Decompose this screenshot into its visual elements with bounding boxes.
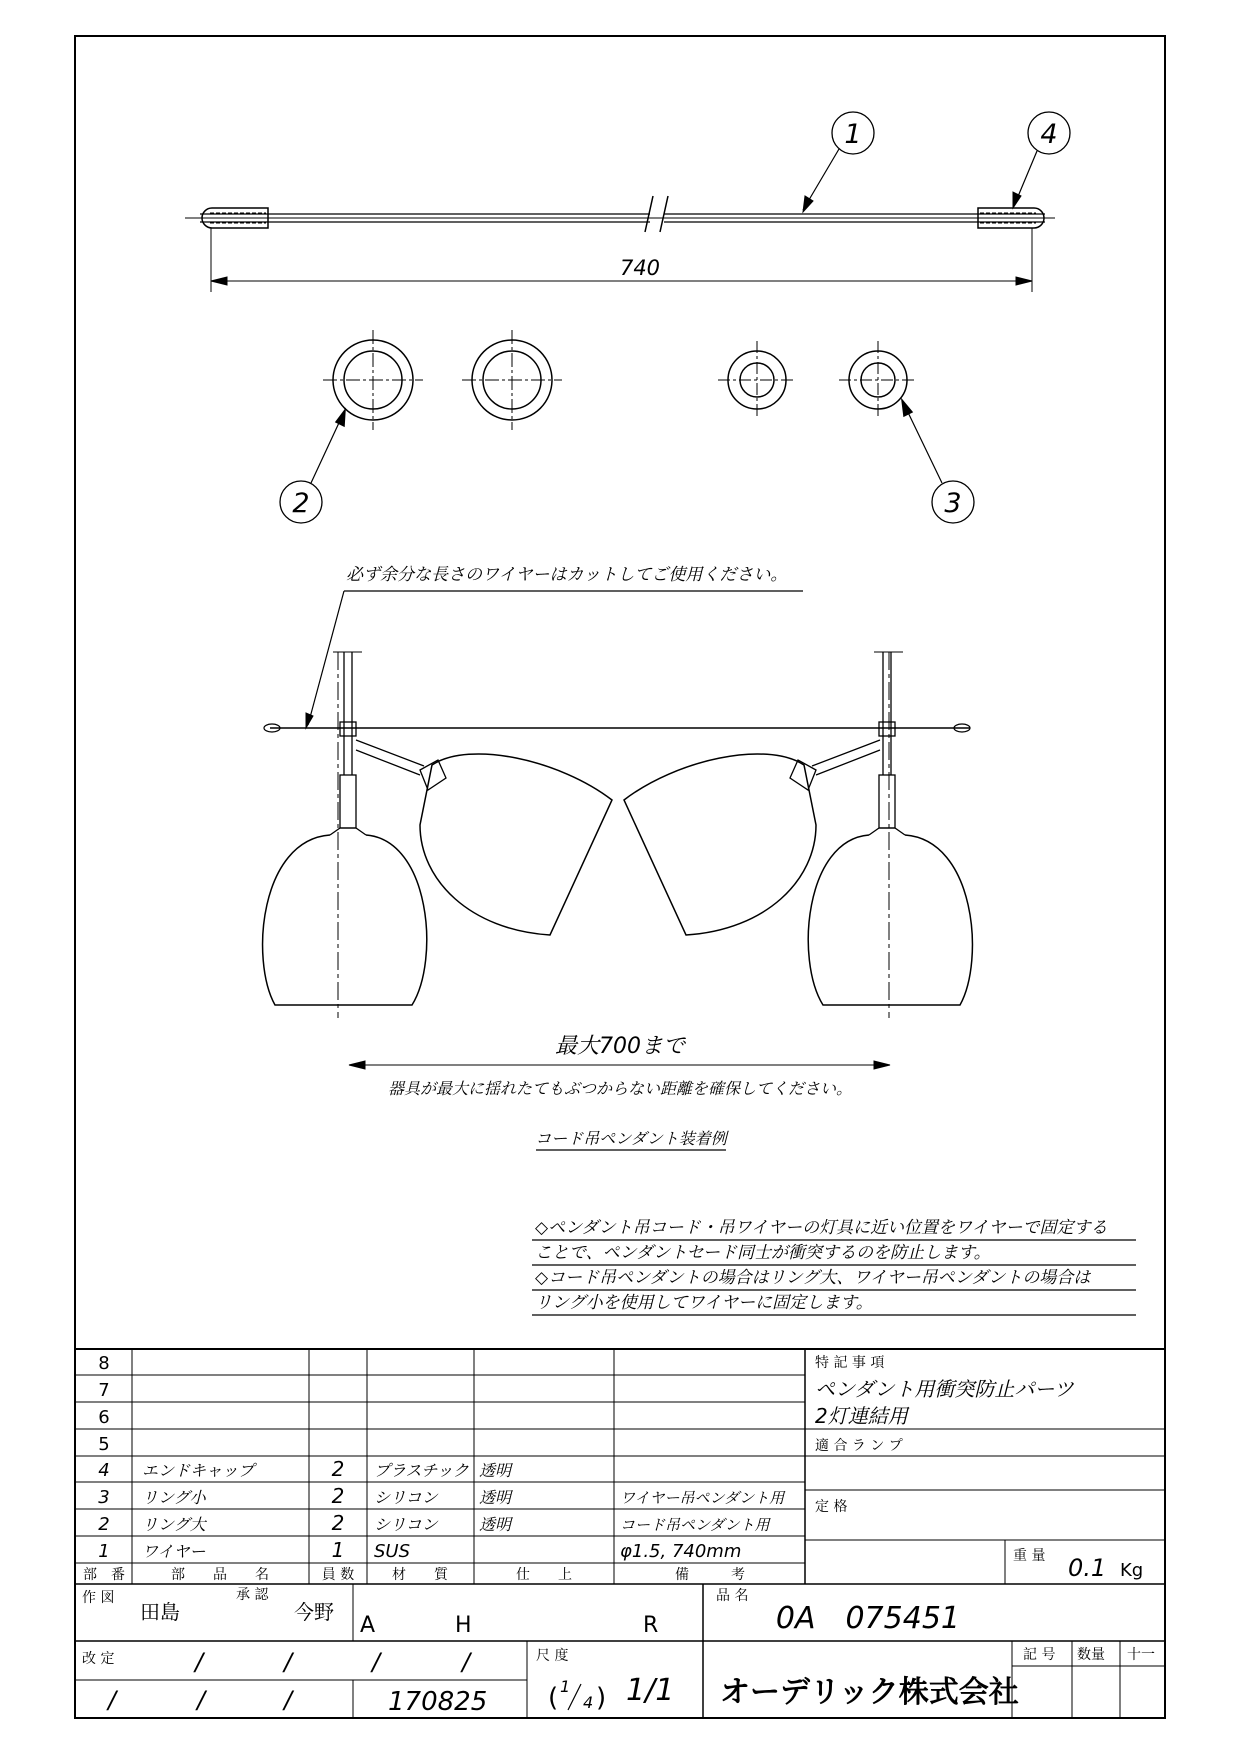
- svg-text:/: /: [108, 1686, 117, 1714]
- scale-paren-close: ): [596, 1683, 607, 1713]
- svg-text:エンドキャップ: エンドキャップ: [142, 1461, 255, 1480]
- usage-notes: [532, 1218, 1136, 1315]
- svg-text:/: /: [284, 1648, 293, 1676]
- special-note-line-2: 2灯連結用: [815, 1404, 908, 1428]
- company-name: オーデリック株式会社: [720, 1675, 1019, 1710]
- scale-paren-open: (: [548, 1683, 559, 1713]
- weight-value: 0.1: [1068, 1554, 1107, 1582]
- svg-text:φ1.5, 740mm: φ1.5, 740mm: [620, 1541, 742, 1562]
- ring-large-left: [323, 330, 423, 430]
- svg-text:2: 2: [331, 1484, 345, 1508]
- scale-numerator: 1: [560, 1677, 571, 1696]
- ring-small-left: [718, 341, 796, 419]
- svg-text:1: 1: [331, 1538, 345, 1562]
- pendant-right: [808, 652, 972, 1018]
- mounting-example-drawing: [263, 591, 973, 1150]
- svg-text:透明: 透明: [479, 1461, 512, 1480]
- quantity-label: 数量: [1077, 1647, 1105, 1663]
- usage-note-line-1: ◇ペンダント吊コード・吊ワイヤーの灯具に近い位置をワイヤーで固定する: [535, 1218, 1108, 1238]
- shade-right: [808, 835, 972, 1005]
- table-row: [98, 1484, 786, 1508]
- svg-text:/: /: [372, 1648, 381, 1676]
- rings-drawing: [280, 330, 974, 523]
- svg-text:ワイヤー: ワイヤー: [142, 1542, 206, 1561]
- svg-text:シリコン: シリコン: [374, 1515, 438, 1534]
- svg-text:/: /: [197, 1686, 206, 1714]
- revision-label: 改 定: [82, 1651, 115, 1667]
- svg-text:SUS: SUS: [374, 1541, 411, 1562]
- product-code: 0A 075451: [775, 1601, 960, 1636]
- svg-text:透明: 透明: [479, 1488, 512, 1507]
- svg-text:員 数: 員 数: [321, 1567, 355, 1583]
- svg-text:2: 2: [331, 1457, 345, 1481]
- callout-1-label: 1: [844, 119, 862, 150]
- distance-note: 器具が最大に揺れたてもぶつからない距離を確保してください。: [387, 1079, 853, 1098]
- svg-text:備 考: 備 考: [675, 1567, 745, 1583]
- table-row: [98, 1457, 514, 1481]
- svg-text:部 品 名: 部 品 名: [171, 1567, 269, 1583]
- parts-table-header: [83, 1566, 745, 1583]
- scale-label: 尺 度: [536, 1648, 569, 1664]
- row-number-6: 6: [98, 1407, 110, 1428]
- wire-cut-note: 必ず余分な長さのワイヤーはカットしてご使用ください。: [346, 565, 788, 585]
- weight-label: 重 量: [1013, 1548, 1046, 1564]
- product-label: 品 名: [716, 1588, 749, 1604]
- row-number-8: 8: [98, 1353, 110, 1374]
- svg-text:部 番: 部 番: [83, 1567, 125, 1583]
- drawn-label: 作 図: [82, 1590, 115, 1606]
- scale-denominator: 4: [583, 1693, 594, 1712]
- revision-h: H: [455, 1613, 472, 1638]
- scale-main: 1/1: [626, 1673, 675, 1708]
- revision-date: 170825: [388, 1687, 488, 1717]
- special-note-line-1: ペンダント用衝突防止パーツ: [815, 1377, 1074, 1401]
- pendant-tilted-right: [624, 740, 880, 935]
- svg-text:3: 3: [98, 1487, 110, 1508]
- table-row: [98, 1538, 741, 1562]
- svg-text:透明: 透明: [479, 1515, 512, 1534]
- usage-note-line-4: リング小を使用してワイヤーに固定します。: [535, 1293, 873, 1313]
- svg-text:4: 4: [98, 1460, 110, 1481]
- svg-text:/: /: [462, 1648, 471, 1676]
- row-number-5: 5: [98, 1434, 110, 1455]
- revision-a: A: [360, 1613, 376, 1638]
- mounting-example-caption: コード吊ペンダント装着例: [535, 1129, 727, 1148]
- approved-label: 承 認: [236, 1587, 269, 1603]
- svg-text:/: /: [195, 1648, 204, 1676]
- revision-r: R: [643, 1613, 659, 1638]
- pendant-left: [263, 652, 427, 1018]
- table-row: [98, 1511, 771, 1535]
- dimension-length-label: 740: [619, 256, 661, 280]
- svg-text:シリコン: シリコン: [374, 1488, 438, 1507]
- usage-note-line-2: ことで、ペンダントセード同士が衝突するのを防止します。: [535, 1243, 991, 1263]
- callout-4-label: 4: [1040, 119, 1058, 150]
- ring-large-right: [462, 330, 562, 430]
- callout-3-label: 3: [944, 488, 962, 519]
- svg-text:材 質: 材 質: [392, 1567, 448, 1583]
- approved-by: 今野: [294, 1600, 334, 1624]
- svg-text:リング大: リング大: [142, 1515, 206, 1534]
- drawn-by: 田島: [140, 1600, 180, 1624]
- shade-left: [263, 835, 427, 1005]
- svg-text:リング小: リング小: [142, 1488, 206, 1507]
- callout-2-label: 2: [292, 488, 310, 519]
- svg-text:/: /: [284, 1686, 293, 1714]
- dimension-max-label: 最大700まで: [555, 1034, 685, 1059]
- svg-text:ワイヤー吊ペンダント用: ワイヤー吊ペンダント用: [620, 1489, 785, 1507]
- svg-text:1: 1: [98, 1541, 110, 1562]
- special-notes-label: 特 記 事 項: [815, 1355, 885, 1371]
- lamp-label: 適 合 ラ ン プ: [815, 1438, 903, 1454]
- weight-unit: Kg: [1120, 1560, 1144, 1581]
- pendant-tilted-left: [356, 740, 612, 935]
- svg-text:コード吊ペンダント用: コード吊ペンダント用: [620, 1516, 770, 1534]
- row-number-7: 7: [98, 1380, 110, 1401]
- wire-cut-leader: [308, 591, 344, 725]
- svg-text:仕 上: 仕 上: [516, 1567, 572, 1583]
- symbol-label: 記 号: [1023, 1647, 1056, 1663]
- svg-text:プラスチック: プラスチック: [374, 1461, 469, 1480]
- rating-label: 定 格: [815, 1499, 848, 1515]
- usage-note-line-3: ◇コード吊ペンダントの場合はリング大、ワイヤー吊ペンダントの場合は: [535, 1268, 1091, 1288]
- svg-text:2: 2: [331, 1511, 345, 1535]
- plusminus-label: 十一: [1127, 1647, 1155, 1663]
- svg-text:2: 2: [98, 1514, 110, 1535]
